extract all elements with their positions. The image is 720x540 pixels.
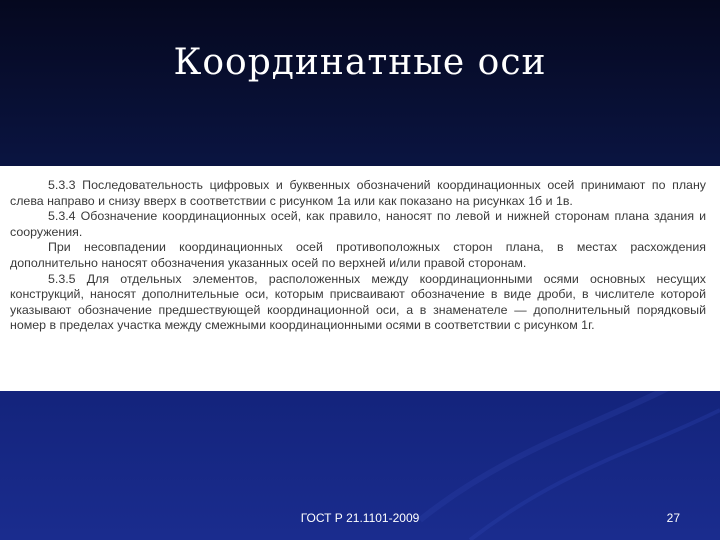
paragraph-5-3-5: 5.3.5 Для отдельных элементов, расположенных между координационными осями основных несущих конструкций, наносят дополнительные оси, которым присваивают обозначение в виде дроби, в числителе которой указывают обозначение предшествующей координационной оси, а в знаменателе — дополнительный порядковый номер в пределах участка между смежными координационными осями в соответствии с рисунком 1г. <box>10 271 706 333</box>
text-panel <box>0 166 720 391</box>
footer-source: ГОСТ Р 21.1101-2009 <box>300 511 420 525</box>
page-number: 27 <box>666 511 680 525</box>
slide-title: Координатные оси <box>173 42 547 83</box>
paragraph-5-3-3: 5.3.3 Последовательность цифровых и буквенных обозначений координационных осей принимают по плану слева направо и снизу вверх в соответствии с рисунком 1а или как показано на рисунках 1б и 1в. <box>10 178 706 208</box>
paragraph-5-3-4: 5.3.4 Обозначение координационных осей, как правило, наносят по левой и нижней сторонам плана здания и сооружения. <box>10 209 706 239</box>
paragraph-axes-mismatch: При несовпадении координационных осей противоположных сторон плана, в местах расхождения дополнительно наносят обозначения указанных осей по верхней и/или правой сторонам. <box>10 240 706 270</box>
